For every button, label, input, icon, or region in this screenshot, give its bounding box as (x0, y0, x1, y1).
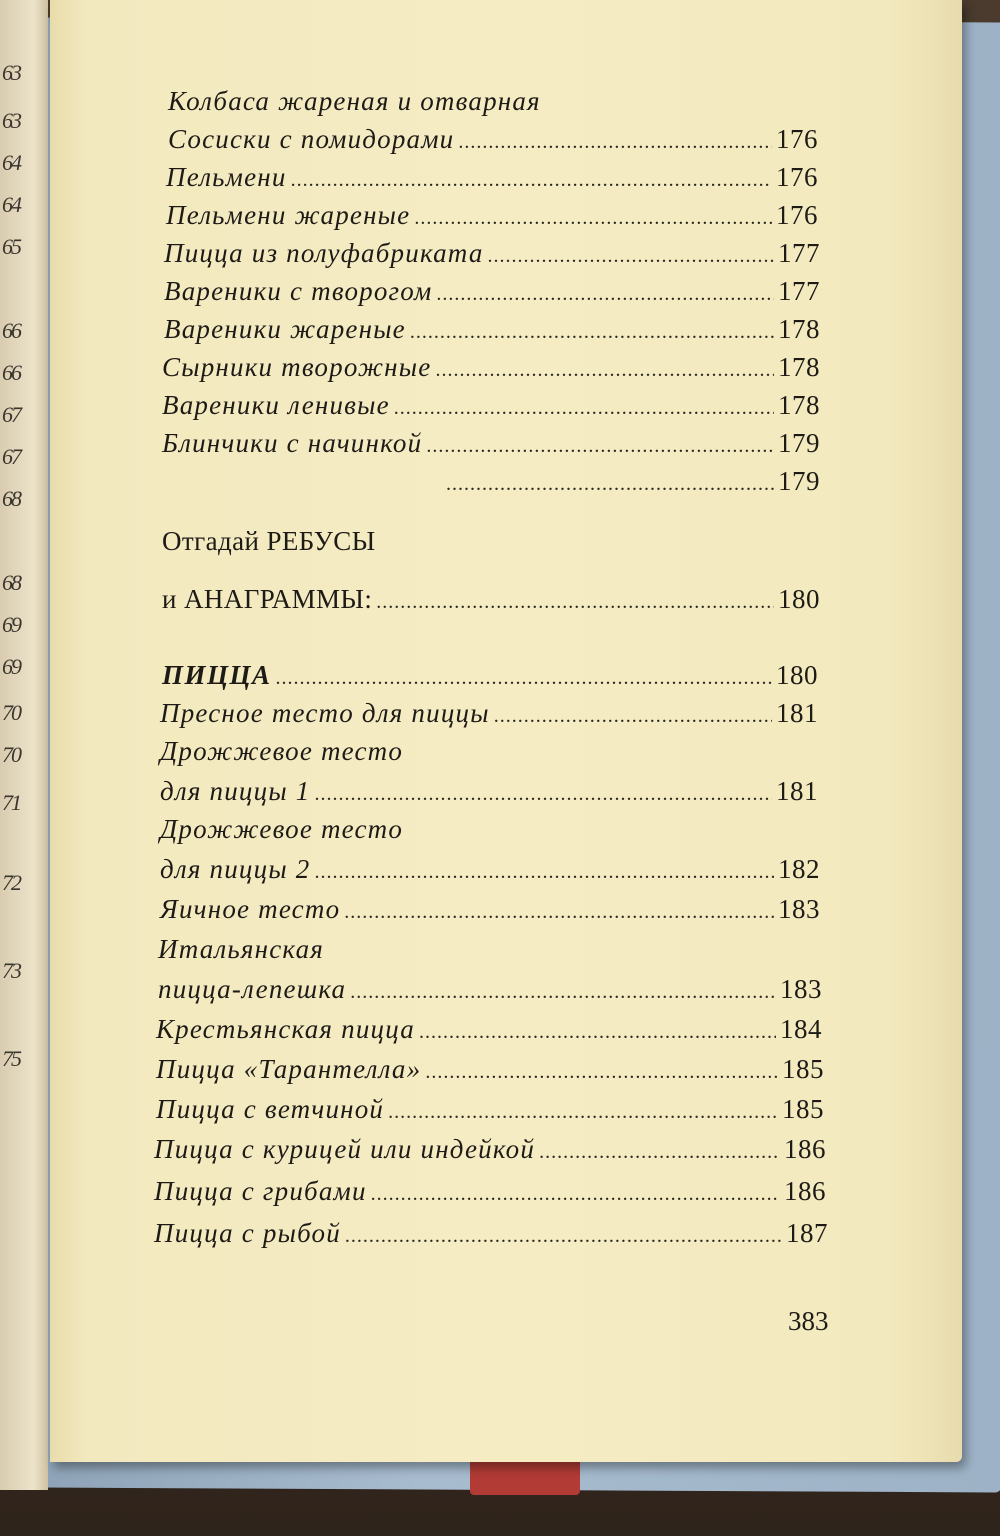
toc-entry-title: Пицца с ветчиной (156, 1094, 385, 1124)
left-page-number: 64 (2, 150, 20, 175)
page-number: 383 (788, 1306, 829, 1336)
toc-leader-dots (314, 861, 774, 884)
toc-entry-page: 180 (776, 660, 818, 690)
toc-entry (160, 776, 818, 807)
toc-entry (160, 698, 818, 729)
toc-entry (162, 352, 820, 383)
toc-entry (168, 86, 818, 117)
toc-leader-dots (388, 1101, 778, 1124)
toc-leader-dots (291, 169, 772, 192)
toc-entry-title: Сосиски с помидорами (168, 124, 455, 154)
left-page-number: 66 (2, 360, 20, 385)
toc-entry (162, 526, 820, 557)
toc-leader-dots (345, 1225, 782, 1248)
toc-entry (154, 1218, 828, 1249)
toc-leader-dots (458, 131, 772, 154)
toc-leader-dots (314, 783, 772, 806)
toc-leader-dots (446, 473, 774, 496)
toc-section-heading (162, 660, 818, 691)
left-page-number: 73 (2, 958, 20, 983)
toc-leader-dots (371, 1183, 780, 1206)
toc-entry-page: 178 (778, 352, 820, 382)
toc-entry (164, 276, 820, 307)
toc-leader-dots (436, 283, 774, 306)
toc-entry-page: 181 (776, 776, 818, 806)
toc-entry (162, 428, 820, 459)
toc-entry-title: Пресное тесто для пиццы (160, 698, 490, 728)
toc-entry (168, 124, 818, 155)
toc-leader-dots (394, 397, 774, 420)
toc-entry-page: 181 (776, 698, 818, 728)
toc-entry-page: 187 (786, 1218, 828, 1248)
toc-leader-dots (494, 705, 772, 728)
toc-entry-page: 177 (778, 276, 820, 306)
left-page-number: 72 (2, 870, 20, 895)
toc-entry (164, 314, 820, 345)
toc-entry-title: и АНАГРАММЫ: (162, 584, 373, 614)
toc-entry (164, 238, 820, 269)
toc-entry (160, 894, 820, 925)
left-page-number: 75 (2, 1046, 20, 1071)
toc-entry-title: Вареники ленивые (162, 390, 390, 420)
toc-entry-title: Дрожжевое тесто (160, 736, 404, 766)
toc-entry-page: 179 (778, 466, 820, 496)
toc-entry-title: Вареники жареные (164, 314, 406, 344)
toc-entry-page: 179 (778, 428, 820, 458)
toc-entry-page: 176 (776, 200, 818, 230)
left-page-number: 64 (2, 192, 20, 217)
toc-entry-title: Пицца «Тарантелла» (156, 1054, 422, 1084)
toc-entry-title: Пицца с грибами (154, 1176, 367, 1206)
toc-entry (160, 854, 820, 885)
toc-leader-dots (276, 667, 772, 690)
toc-entry-title: Итальянская (158, 934, 325, 964)
toc-leader-dots (488, 245, 774, 268)
left-page-number: 70 (2, 742, 20, 767)
toc-entry (166, 162, 818, 193)
toc-entry-page: 178 (778, 390, 820, 420)
toc-entry (442, 466, 820, 497)
left-page-number: 69 (2, 612, 20, 637)
toc-entry (162, 584, 820, 615)
toc-entry-title: Вареники с творогом (164, 276, 433, 306)
toc-entry-page: 185 (782, 1094, 824, 1124)
toc-entry-page: 176 (776, 124, 818, 154)
toc-leader-dots (425, 1061, 778, 1084)
toc-entry-page: 185 (782, 1054, 824, 1084)
left-page-number: 65 (2, 234, 20, 259)
left-page-number: 68 (2, 570, 20, 595)
toc-entry-title: пицца-лепешка (158, 974, 347, 1004)
toc-entry-title: для пиццы 2 (160, 854, 311, 884)
left-page-numbers (0, 0, 48, 1490)
toc-entry-page: 186 (784, 1134, 826, 1164)
toc-entry-page: 176 (776, 162, 818, 192)
toc-leader-dots (410, 321, 774, 344)
toc-leader-dots (414, 207, 772, 230)
toc-entry-page: 183 (780, 974, 822, 1004)
left-page-number: 69 (2, 654, 20, 679)
toc-entry-title: Пицца из полуфабриката (164, 238, 484, 268)
left-page-number: 70 (2, 700, 20, 725)
toc-leader-dots (426, 435, 774, 458)
left-page-number: 63 (2, 60, 20, 85)
left-page-number: 71 (2, 790, 20, 815)
toc-entry-title: Пицца с курицей или индейкой (154, 1134, 536, 1164)
toc-entry-title: Колбаса жареная и отварная (168, 86, 541, 116)
toc-entry (160, 814, 818, 845)
toc-entry-title: Яичное тесто (160, 894, 341, 924)
left-page-number: 67 (2, 444, 20, 469)
toc-entry (156, 1014, 822, 1045)
toc-entry-title: Блинчики с начинкой (162, 428, 423, 458)
toc-entry-page: 177 (778, 238, 820, 268)
left-page-number: 68 (2, 486, 20, 511)
toc-leader-dots (350, 981, 776, 1004)
toc-entry (156, 1094, 824, 1125)
toc-leader-dots (539, 1141, 780, 1164)
toc-entry-title: Крестьянская пицца (156, 1014, 415, 1044)
toc-entry-title: Отгадай РЕБУСЫ (162, 526, 376, 556)
toc-entry-title: Пельмени жареные (166, 200, 411, 230)
toc-entry (166, 200, 818, 231)
toc-entry (156, 1054, 824, 1085)
toc-leader-dots (435, 359, 774, 382)
left-page-number: 67 (2, 402, 20, 427)
toc-entry (162, 390, 820, 421)
toc-entry (154, 1134, 826, 1165)
toc-entry-page: 183 (778, 894, 820, 924)
toc-entry-page: 178 (778, 314, 820, 344)
toc-entry (154, 1176, 826, 1207)
toc-entry-title: Пицца с рыбой (154, 1218, 341, 1248)
left-page-number: 66 (2, 318, 20, 343)
toc-leader-dots (376, 591, 774, 614)
toc-entry (158, 974, 822, 1005)
toc-entry-page: 182 (778, 854, 820, 884)
left-page-number: 63 (2, 108, 20, 133)
left-page-edge (0, 0, 48, 1490)
toc-entry-page: 184 (780, 1014, 822, 1044)
toc-entry-title: Пельмени (166, 162, 287, 192)
toc-leader-dots (419, 1021, 776, 1044)
toc-entry-title: ПИЦЦА (162, 660, 272, 690)
toc-leader-dots (344, 901, 774, 924)
toc-entry-page: 186 (784, 1176, 826, 1206)
toc-entry-title: для пиццы 1 (160, 776, 311, 806)
toc-entry-title: Сырники творожные (162, 352, 432, 382)
toc-entry-title: Дрожжевое тесто (160, 814, 404, 844)
toc-entry (158, 934, 820, 965)
book-page (50, 0, 962, 1462)
toc-entry (160, 736, 818, 767)
toc-entry-page: 180 (778, 584, 820, 614)
table-of-contents (50, 0, 962, 1462)
